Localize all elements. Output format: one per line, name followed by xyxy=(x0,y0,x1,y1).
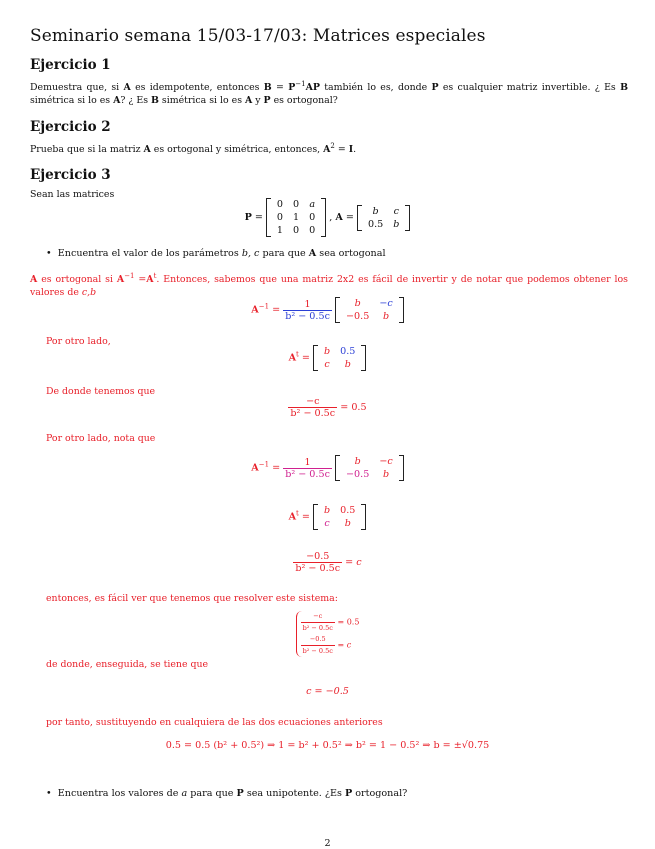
inverse-eq-1: $A^{-1}$ = $\frac{1}{\text{b² − 0.5c}}$ b −c −0.5 b xyxy=(0,297,655,323)
otro-lado-2: Por otro lado, nota que xyxy=(46,433,156,444)
page-number: 2 xyxy=(324,838,331,849)
matrices-definition: P = 0 0 a 0 1 0 1 0 0 , A = b c 0.5 b xyxy=(0,198,655,237)
de-donde-1: De donde tenemos que xyxy=(46,386,156,397)
ex1-heading: Ejercicio 1 xyxy=(30,57,111,73)
page-title: Seminario semana 15/03-17/03: Matrices especiales xyxy=(30,26,486,46)
bullet-2: • Encuentra los valores de a para que P sea unipotente. ¿Es P ortogonal? xyxy=(46,788,408,799)
transpose-eq-1: $A^t$ = b 0.5 c b xyxy=(0,345,655,371)
por-tanto-text: por tanto, sustituyendo en cualquiera de las dos ecuaciones anteriores xyxy=(46,717,383,728)
equation-1: $\frac{-c}{\text{b² − 0.5c}}$ = 0.5 xyxy=(290,396,367,419)
de-donde-2: de donde, enseguida, se tiene que xyxy=(46,659,209,670)
equation-2: $\frac{-0.5}{\text{b² − 0.5c}}$ = c xyxy=(295,551,362,574)
matrix-P: 0 0 a 0 1 0 1 0 0 xyxy=(266,198,326,237)
system-of-equations: $\frac{-c}{\text{b² − 0.5c}}$ = 0.5 $\frac{-0.5}{\text{b² − 0.5c}}$ = c xyxy=(0,611,655,657)
matrix-A: b c 0.5 b xyxy=(357,205,410,231)
ex2-text: Prueba que si la matriz A es ortogonal y simétrica, entonces, $A^2 = I$. xyxy=(30,142,357,156)
entonces-text: entonces, es fácil ver que tenemos que resolver este sistema: xyxy=(46,593,338,604)
transpose-eq-2: $A^t$ = b 0.5 c b xyxy=(0,504,655,530)
final-equation: 0.5 = 0.5 (b² + 0.5²) ⇒ 1 = b² + 0.5² ⇒ b² = 1 − 0.5² ⇒ b = ±√0.75 xyxy=(165,740,490,751)
ex1-text: Demuestra que, si A es idempotente, entonces $B = P^{-1}AP$ también lo es, donde P es cualquier matriz invertible. ¿ Es B simétrica si lo es A? ¿ Es B simétrica si lo es A y P es ortogonal? xyxy=(30,80,628,107)
inverse-eq-2: $A^{-1}$ = $\frac{1}{\text{b² − 0.5c}}$ b −c −0.5 b xyxy=(0,455,655,481)
ex3-intro: Sean las matrices xyxy=(30,189,115,200)
solution-intro: A es ortogonal si $A^{-1} =A^t$. Entonces, sabemos que una matriz 2x2 es fácil de invertir y de notar que podemos obtener los valores de c,b xyxy=(30,272,628,299)
ex2-heading: Ejercicio 2 xyxy=(30,119,111,135)
ex3-heading: Ejercicio 3 xyxy=(30,167,111,183)
c-value: c = −0.5 xyxy=(306,686,349,697)
otro-lado-1: Por otro lado, xyxy=(46,336,111,347)
bullet-1: • Encuentra el valor de los parámetros b, c para que A sea ortogonal xyxy=(46,248,386,259)
